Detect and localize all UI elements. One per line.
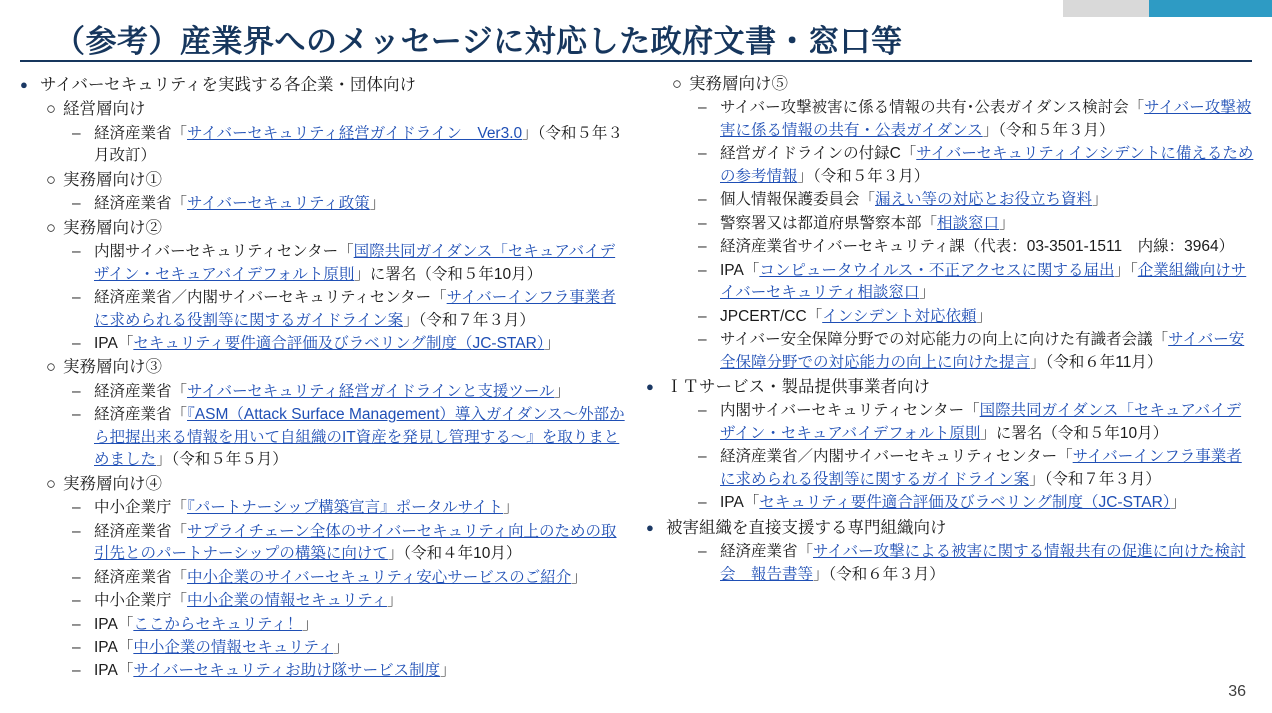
bullet-dash-icon: – [698, 99, 707, 117]
document-link[interactable]: 中小企業の情報セキュリティ [187, 592, 387, 610]
document-link[interactable]: 国際共同ガイダンス「セキュアバイデザイン・セキュアバイデフォルト原則 [720, 402, 1242, 442]
bullet-text [720, 541, 1256, 586]
bullet-dash-icon: – [698, 214, 707, 232]
plain-text: サイバー安全保障分野での対応能力の向上に向けた有識者会議「 [720, 331, 1169, 349]
bullet-text [94, 287, 630, 332]
plain-text: 」 [544, 334, 561, 352]
plain-text: IPA「 [94, 334, 134, 352]
bullet-text [720, 143, 1256, 188]
plain-text: 」 [999, 214, 1015, 232]
plain-text: 」（令和５年３月改訂） [94, 124, 623, 165]
bullet-text [666, 376, 1256, 399]
bullet-item-level3 [72, 497, 630, 519]
bullet-item-level3 [698, 213, 1256, 235]
bullet-item-level3 [72, 381, 630, 403]
bullet-item-level3 [72, 614, 630, 636]
bullet-item-level3 [72, 521, 630, 566]
plain-text: 経済産業省「 [94, 124, 188, 142]
bullet-text [720, 329, 1256, 374]
bullet-dash-icon: – [698, 448, 707, 466]
bullet-dash-icon: – [698, 402, 707, 420]
plain-text: 」（令和７年３月） [1029, 470, 1161, 488]
bullet-text [94, 497, 630, 519]
bullet-item-level3 [72, 660, 630, 682]
bullet-item-level3 [698, 143, 1256, 188]
plain-text: 」に署名（令和５年10月） [980, 424, 1169, 442]
content-columns [20, 72, 1256, 683]
bullet-text [720, 236, 1256, 258]
plain-text: IPA「 [720, 494, 760, 512]
bullet-dash-icon: – [698, 307, 707, 325]
bullet-text [94, 521, 630, 566]
plain-text: 」 [976, 307, 993, 325]
bullet-dash-icon: – [698, 331, 707, 349]
bullet-text [63, 356, 630, 379]
plain-text: 」（令和６年11月） [1030, 353, 1163, 371]
plain-text: ＩＴサービス・製品提供事業者向け [666, 378, 930, 397]
bullet-dash-icon: – [72, 195, 81, 213]
bullet-item-level3 [698, 189, 1256, 211]
bullet-item-level2 [46, 473, 630, 496]
bullet-dash-icon: – [72, 289, 81, 307]
title-divider [20, 60, 1252, 62]
bullet-text [40, 74, 630, 97]
plain-text: 」 [571, 568, 587, 586]
plain-text: 」 [333, 638, 349, 656]
bullet-text [720, 97, 1256, 142]
bullet-text [94, 123, 630, 168]
header-decoration-blue [1149, 0, 1272, 17]
plain-text: 経済産業省／内閣サイバーセキュリティセンター「 [94, 289, 447, 307]
bullet-item-level3 [698, 260, 1256, 305]
plain-text: 」（令和４年10月） [387, 545, 522, 563]
document-link[interactable]: サイバーセキュリティ経営ガイドライン Ver3.0 [187, 124, 523, 142]
bullet-item-level3 [698, 400, 1256, 445]
bullet-item-level3 [72, 123, 630, 168]
document-link[interactable]: 中小企業のサイバーセキュリティ安心サービスのご紹介 [187, 568, 572, 586]
bullet-dash-icon: – [72, 499, 81, 517]
bullet-text [94, 193, 630, 215]
bullet-item-level2 [46, 217, 630, 240]
bullet-text [63, 169, 630, 192]
bullet-circle-icon: ○ [46, 358, 56, 377]
document-link[interactable]: サイバー攻撃被害に係る情報の共有・公表ガイダンス [720, 99, 1252, 139]
bullet-item-level3 [72, 287, 630, 332]
bullet-item-level3 [72, 567, 630, 589]
plain-text: 経営層向け [63, 100, 146, 119]
document-link[interactable]: 国際共同ガイダンス「セキュアバイデザイン・セキュアバイデフォルト原則 [94, 243, 616, 283]
plain-text: IPA「 [94, 638, 134, 656]
bullet-item-level3 [698, 97, 1256, 142]
bullet-dash-icon: – [698, 543, 707, 561]
bullet-item-level3 [72, 404, 630, 471]
plain-text: 実務層向け③ [63, 358, 162, 377]
plain-text: JPCERT/CC「 [720, 307, 823, 325]
bullet-dash-icon: – [72, 522, 81, 540]
bullet-dash-icon: – [698, 238, 707, 256]
bullet-text [63, 217, 630, 240]
plain-text: 警察署又は都道府県警察本部「 [720, 214, 938, 232]
bullet-item-level2 [672, 73, 1256, 96]
bullet-circle-icon: ○ [672, 75, 682, 93]
plain-text: 」「 [1114, 261, 1138, 279]
bullet-text [689, 73, 1256, 96]
bullet-item-level1 [646, 517, 1256, 540]
bullet-text [94, 637, 630, 659]
bullet-disc-icon: ● [646, 379, 654, 395]
plain-text: 実務層向け② [63, 218, 162, 237]
bullet-text [666, 517, 1256, 540]
plain-text: IPA「 [720, 261, 760, 279]
document-link[interactable]: ここからセキュリティ！ [133, 615, 303, 633]
plain-text: 」 [503, 499, 519, 517]
bullet-disc-icon: ● [646, 519, 654, 535]
plain-text: 個人情報保護委員会「 [720, 191, 876, 209]
bullet-text [63, 98, 630, 121]
plain-text: 内閣サイバーセキュリティセンター「 [94, 243, 354, 261]
plain-text: 」 [1092, 191, 1108, 209]
bullet-text [94, 590, 630, 612]
right-column [646, 72, 1256, 683]
bullet-circle-icon: ○ [46, 170, 56, 189]
bullet-dash-icon: – [72, 568, 81, 586]
plain-text: 内閣サイバーセキュリティセンター「 [720, 402, 980, 420]
plain-text: 」 [1170, 494, 1187, 512]
bullet-item-level1 [20, 74, 630, 97]
plain-text: 経営ガイドラインの付録C「 [720, 145, 917, 163]
document-link[interactable]: セキュリティ要件適合評価及びラベリング制度（JC-STAR） [759, 494, 1171, 512]
document-link[interactable]: サイバー安全保障分野での対応能力の向上に向けた提言 [720, 331, 1245, 371]
plain-text: 」に署名（令和５年10月） [354, 265, 543, 283]
plain-text: 」（令和５年３月） [982, 121, 1115, 139]
bullet-dash-icon: – [72, 638, 81, 656]
bullet-item-level3 [698, 236, 1256, 258]
document-link[interactable]: セキュリティ要件適合評価及びラベリング制度（JC-STAR） [133, 334, 545, 352]
document-link[interactable]: サイバーセキュリティ政策 [187, 195, 370, 213]
plain-text: 」 [302, 615, 318, 633]
document-link[interactable]: コンピュータウイルス・不正アクセスに関する届出 [759, 261, 1115, 279]
bullet-dash-icon: – [72, 406, 81, 424]
plain-text: 」（令和５年５月） [156, 451, 288, 469]
bullet-item-level3 [698, 446, 1256, 491]
bullet-dash-icon: – [72, 334, 81, 352]
bullet-dash-icon: – [698, 145, 707, 163]
bullet-item-level3 [72, 333, 630, 355]
bullet-item-level2 [46, 356, 630, 379]
bullet-text [94, 614, 630, 636]
document-link[interactable]: サイバーセキュリティインシデントに備えるための参考情報 [720, 145, 1254, 185]
bullet-text [94, 333, 630, 355]
page-number: 36 [1228, 683, 1246, 700]
bullet-text [94, 241, 630, 286]
plain-text: 経済産業省「 [94, 195, 188, 213]
document-link[interactable]: 『ASM（Attack Surface Management）導入ガイダンス～外部から把握出来る情報を用いて自組織のIT資産を発見し管理する～』を取りまとめました [94, 406, 625, 469]
bullet-text [720, 189, 1256, 211]
bullet-disc-icon: ● [20, 77, 28, 92]
plain-text: IPA「 [94, 615, 134, 633]
bullet-text [94, 404, 630, 471]
bullet-dash-icon: – [72, 124, 81, 142]
bullet-item-level3 [698, 492, 1256, 514]
plain-text: 」（令和６年３月） [813, 565, 945, 583]
document-link[interactable]: サイバーセキュリティ経営ガイドラインと支援ツール [187, 382, 555, 400]
bullet-dash-icon: – [698, 261, 707, 279]
plain-text: 経済産業省「 [720, 543, 814, 561]
bullet-item-level3 [698, 306, 1256, 328]
bullet-item-level2 [46, 169, 630, 192]
bullet-text [63, 473, 630, 496]
plain-text: 中小企業庁「 [94, 499, 188, 517]
bullet-dash-icon: – [72, 592, 81, 610]
plain-text: IPA「 [94, 662, 134, 680]
bullet-circle-icon: ○ [46, 218, 56, 237]
bullet-text [720, 306, 1256, 328]
bullet-item-level3 [72, 193, 630, 215]
document-link[interactable]: サイバー攻撃による被害に関する情報共有の促進に向けた検討会 報告書等 [720, 543, 1246, 583]
bullet-text [720, 260, 1256, 305]
plain-text: 経済産業省「 [94, 382, 188, 400]
bullet-circle-icon: ○ [46, 474, 56, 493]
bullet-text [94, 381, 630, 403]
bullet-circle-icon: ○ [46, 100, 56, 119]
plain-text: 」 [440, 662, 456, 680]
bullet-text [720, 446, 1256, 491]
plain-text: 」（令和７年３月） [403, 311, 535, 329]
plain-text: 経済産業省／内閣サイバーセキュリティセンター「 [720, 448, 1073, 466]
bullet-text [720, 400, 1256, 445]
plain-text: 」（令和５年３月） [797, 167, 930, 185]
bullet-item-level3 [72, 241, 630, 286]
bullet-text [720, 492, 1256, 514]
left-column [20, 72, 630, 683]
page-title: （参考）産業界へのメッセージに対応した政府文書・窓口等 [54, 24, 903, 59]
plain-text: 」 [386, 592, 403, 610]
bullet-item-level3 [698, 541, 1256, 586]
document-link[interactable]: 企業組織向けサイバーセキュリティ相談窓口 [720, 261, 1247, 302]
plain-text: 経済産業省「 [94, 406, 188, 424]
plain-text: 経済産業省「 [94, 568, 188, 586]
plain-text: 経済産業省「 [94, 522, 188, 540]
plain-text: 実務層向け④ [63, 474, 162, 493]
plain-text: 経済産業省サイバーセキュリティ課（代表：03-3501-1511 内線：3964） [720, 238, 1235, 256]
bullet-dash-icon: – [698, 494, 707, 512]
document-link[interactable]: インシデント対応依頼 [822, 307, 977, 325]
plain-text: 実務層向け⑤ [689, 75, 788, 93]
plain-text: 実務層向け① [63, 170, 162, 189]
plain-text: 」 [554, 382, 571, 400]
bullet-dash-icon: – [72, 615, 81, 633]
plain-text: 」 [369, 195, 386, 213]
bullet-dash-icon: – [72, 243, 81, 261]
plain-text: サイバーセキュリティを実践する各企業・団体向け [40, 76, 417, 94]
bullet-text [94, 660, 630, 682]
bullet-item-level3 [72, 637, 630, 659]
bullet-dash-icon: – [698, 191, 707, 209]
header-decoration-gray [1063, 0, 1149, 17]
document-link[interactable]: 相談窓口 [937, 214, 1000, 232]
document-link[interactable]: サイバーセキュリティお助け隊サービス制度 [133, 662, 441, 680]
bullet-item-level1 [646, 376, 1256, 399]
bullet-item-level3 [72, 590, 630, 612]
plain-text: 中小企業庁「 [94, 592, 188, 610]
plain-text: 」 [919, 284, 935, 302]
document-link[interactable]: 漏えい等の対応とお役立ち資料 [875, 191, 1093, 209]
bullet-text [94, 567, 630, 589]
bullet-text [720, 213, 1256, 235]
bullet-dash-icon: – [72, 662, 81, 680]
document-link[interactable]: 中小企業の情報セキュリティ [133, 638, 334, 656]
document-link[interactable]: サイバーインフラ事業者に求められる役割等に関するガイドライン案 [720, 448, 1242, 488]
document-link[interactable]: 『パートナーシップ構築宣言』ポータルサイト [187, 499, 504, 517]
bullet-item-level3 [698, 329, 1256, 374]
bullet-dash-icon: – [72, 382, 81, 400]
plain-text: 被害組織を直接支援する専門組織向け [666, 518, 947, 537]
plain-text: サイバー攻撃被害に係る情報の共有･公表ガイダンス検討会「 [720, 99, 1145, 117]
document-link[interactable]: サイバーインフラ事業者に求められる役割等に関するガイドライン案 [94, 289, 616, 329]
bullet-item-level2 [46, 98, 630, 121]
document-link[interactable]: サプライチェーン全体のサイバーセキュリティ向上のための取引先とのパートナーシップの構築に向けて [94, 522, 617, 563]
